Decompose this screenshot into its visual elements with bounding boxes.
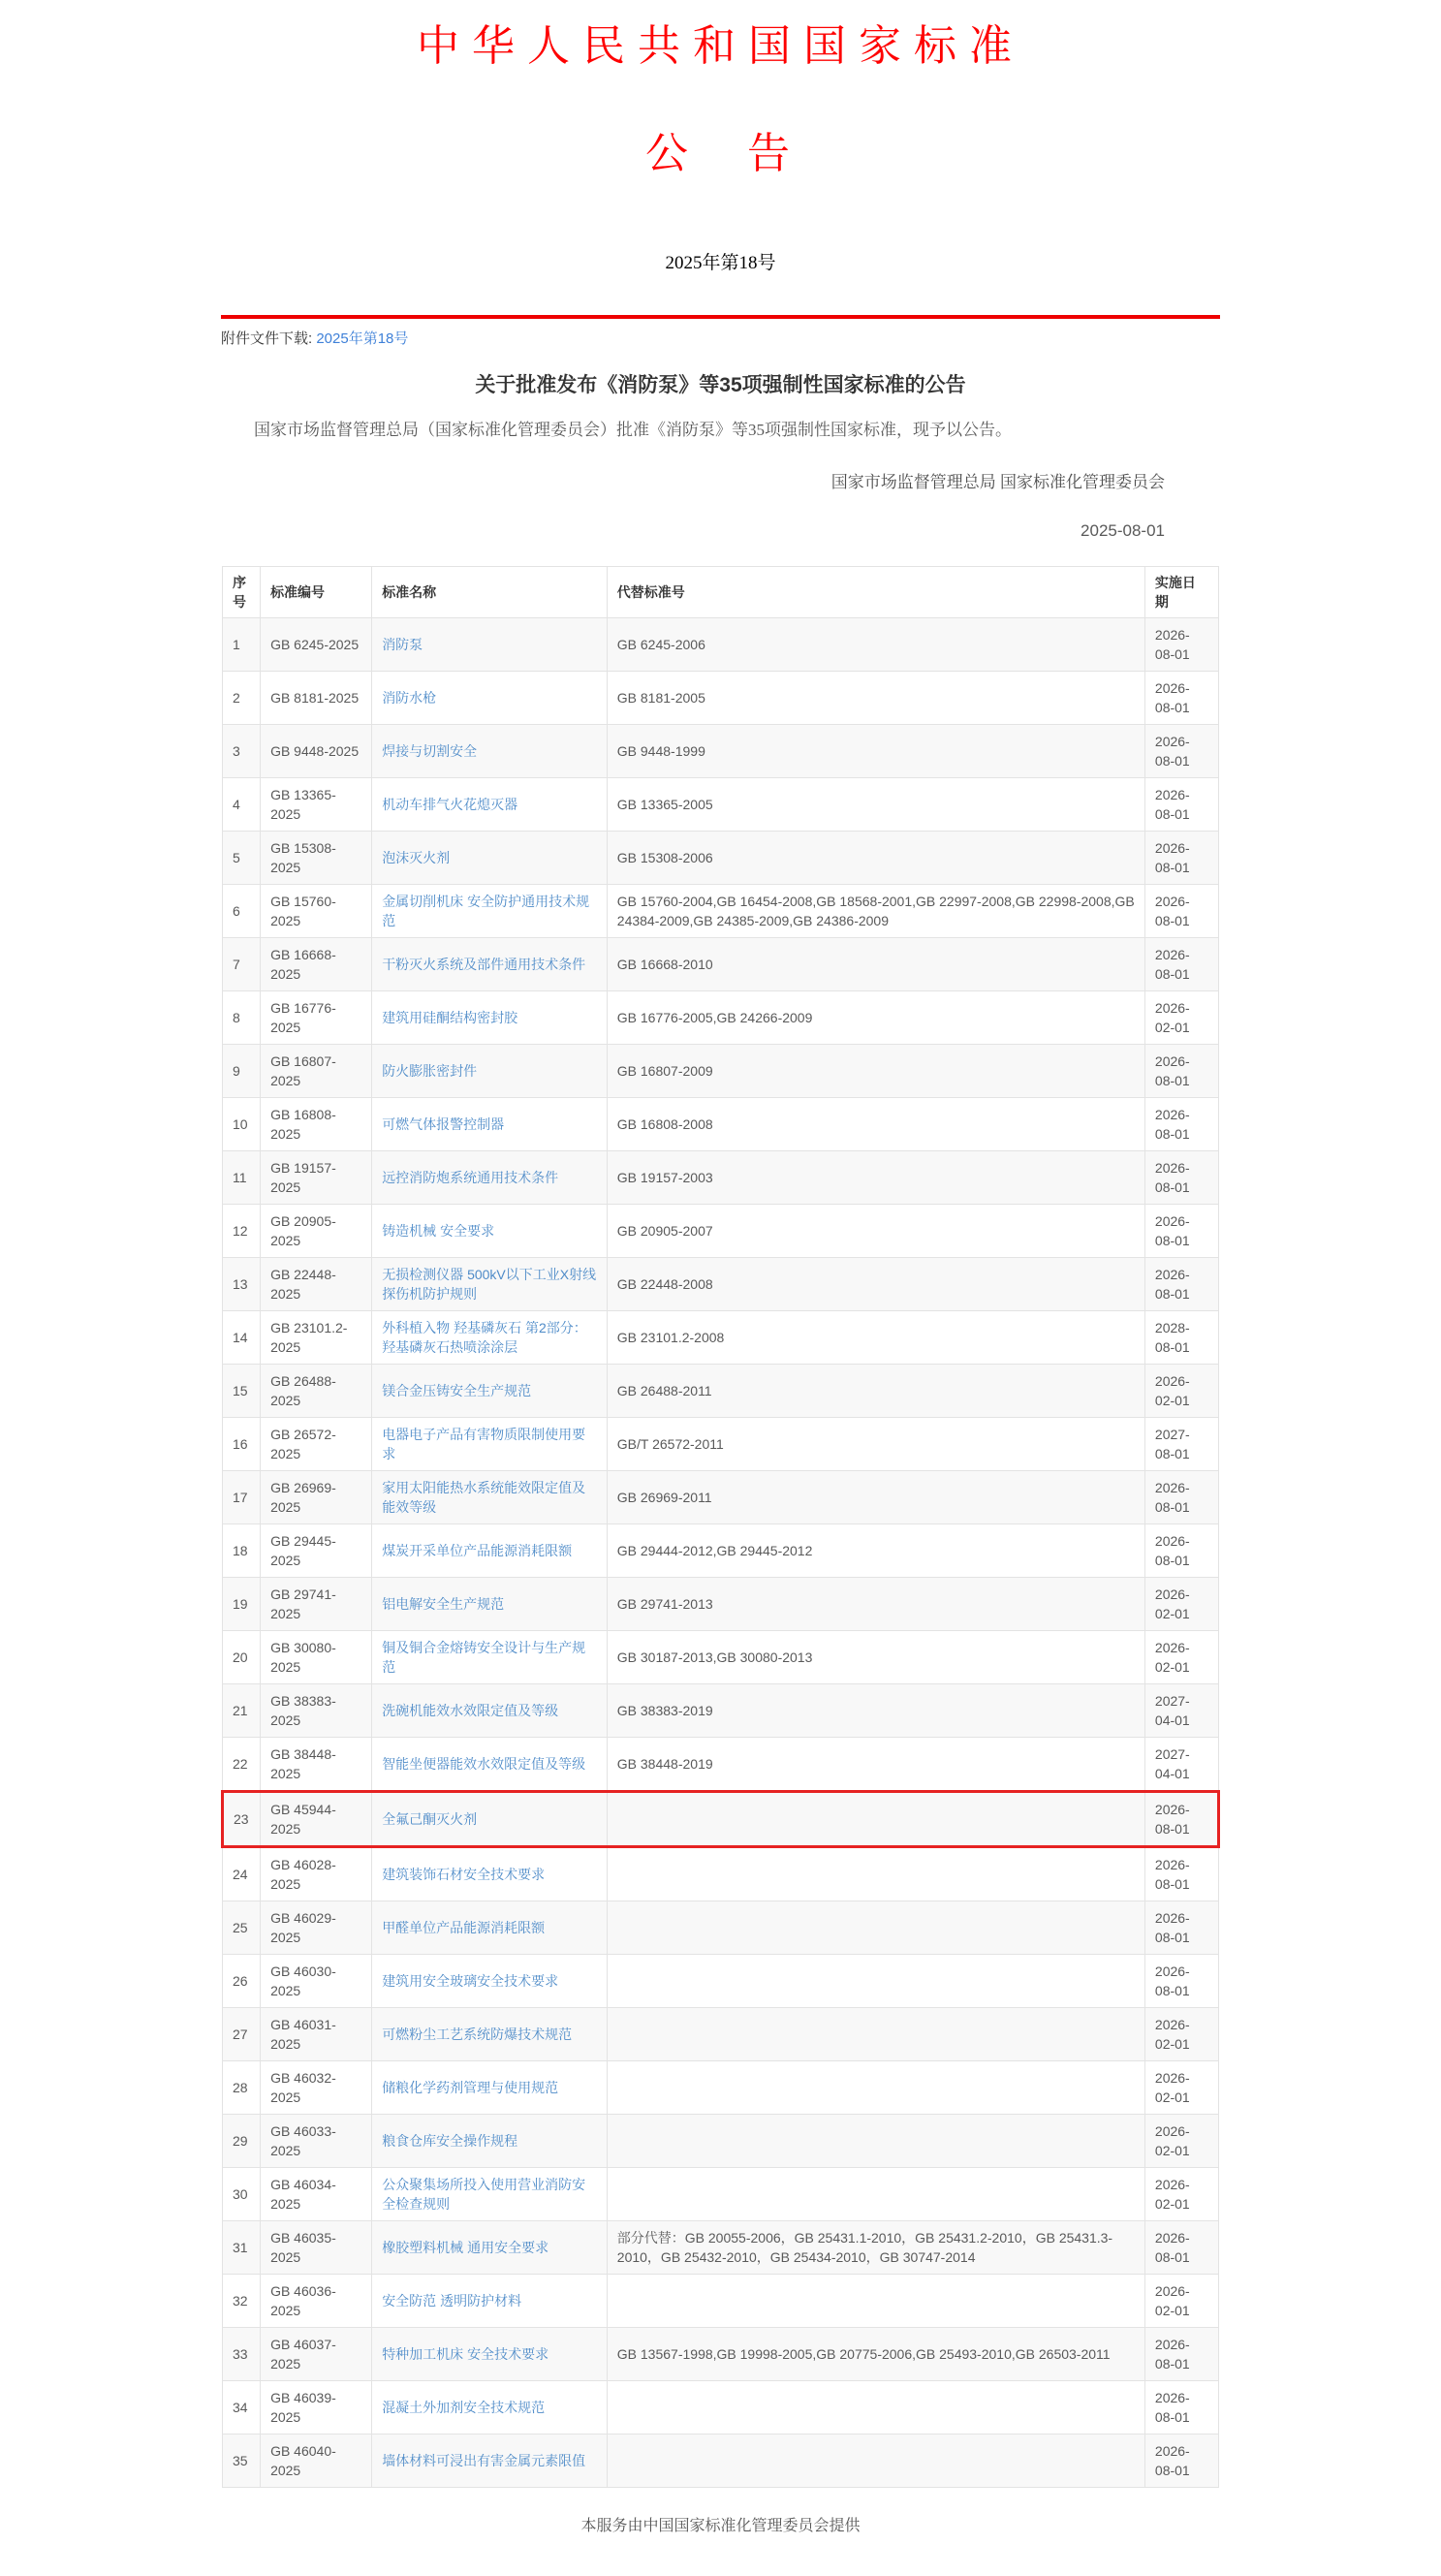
cell-replaced-codes [607,1846,1144,1901]
cell-standard-code: GB 46029-2025 [261,1901,372,1954]
standard-name-link[interactable]: 金属切削机床 安全防护通用技术规范 [382,893,590,928]
cell-standard-code: GB 15760-2025 [261,884,372,937]
table-row [223,1470,1219,1524]
cell-standard-name [372,2167,608,2220]
table-row [223,1364,1219,1417]
standard-name-link[interactable]: 远控消防炮系统通用技术条件 [382,1169,559,1185]
cell-standard-code: GB 46040-2025 [261,2434,372,2487]
standard-name-link[interactable]: 干粉灭火系统及部件通用技术条件 [382,956,586,972]
standard-name-link[interactable]: 甲醛单位产品能源消耗限额 [382,1919,546,1935]
table-row [223,831,1219,884]
cell-seq: 25 [223,1901,261,1954]
cell-seq: 32 [223,2274,261,2327]
standard-name-link[interactable]: 全氟己酮灭火剂 [382,1810,478,1827]
cell-standard-name [372,724,608,777]
cell-standard-code: GB 26572-2025 [261,1417,372,1470]
cell-standard-name [372,2007,608,2060]
cell-replaced-codes [607,2167,1144,2220]
cell-seq: 22 [223,1737,261,1791]
cell-replaced-codes: GB 13365-2005 [607,777,1144,831]
standard-name-link[interactable]: 建筑装饰石材安全技术要求 [382,1866,546,1882]
cell-replaced-codes [607,2114,1144,2167]
cell-standard-code: GB 46032-2025 [261,2060,372,2114]
cell-replaced-codes: GB 16668-2010 [607,937,1144,990]
cell-implementation-date: 2026-08-01 [1144,2380,1218,2434]
standard-name-link[interactable]: 煤炭开采单位产品能源消耗限额 [382,1542,573,1558]
cell-implementation-date: 2026-08-01 [1144,2220,1218,2274]
cell-implementation-date: 2026-02-01 [1144,990,1218,1044]
table-header-row [223,566,1219,617]
standards-table [221,566,1220,2488]
table-row [223,1310,1219,1364]
attachment-label: 附件文件下载: [221,330,313,347]
cell-standard-code: GB 38383-2025 [261,1683,372,1737]
cell-seq: 16 [223,1417,261,1470]
cell-replaced-codes: GB/T 26572-2011 [607,1417,1144,1470]
cell-replaced-codes [607,2060,1144,2114]
cell-standard-name [372,990,608,1044]
standard-name-link[interactable]: 建筑用硅酮结构密封胶 [382,1009,518,1025]
cell-implementation-date: 2026-08-01 [1144,2434,1218,2487]
cell-replaced-codes: 部分代替：GB 20055-2006，GB 25431.1-2010，GB 25431.2-2010，GB 25431.3-2010，GB 25432-2010，GB 25434-2010，GB 30747-2014 [607,2220,1144,2274]
cell-implementation-date: 2026-02-01 [1144,2167,1218,2220]
page-title: 中华人民共和国国家标准 [417,22,1024,70]
cell-implementation-date: 2026-08-01 [1144,1044,1218,1097]
cell-implementation-date: 2026-02-01 [1144,1364,1218,1417]
cell-seq: 19 [223,1577,261,1630]
cell-implementation-date: 2026-08-01 [1144,1901,1218,1954]
page-footer: 本服务由中国国家标准化管理委员会提供 [580,2517,861,2534]
table-row [223,1257,1219,1310]
cell-standard-name [372,2380,608,2434]
cell-standard-code: GB 46035-2025 [261,2220,372,2274]
cell-implementation-date: 2026-02-01 [1144,2060,1218,2114]
col-header-seq: 序号 [223,566,261,617]
cell-implementation-date: 2026-02-01 [1144,1577,1218,1630]
cell-replaced-codes: GB 29741-2013 [607,1577,1144,1630]
table-row [223,1901,1219,1954]
cell-seq: 14 [223,1310,261,1364]
cell-implementation-date: 2026-08-01 [1144,1204,1218,1257]
cell-replaced-codes: GB 8181-2005 [607,671,1144,724]
page-subtitle: 公 告 [645,129,796,177]
table-row [223,2327,1219,2380]
announcement-heading: 关于批准发布《消防泵》等35项强制性国家标准的公告 [475,373,966,396]
col-header-name: 标准名称 [372,566,608,617]
cell-standard-name [372,1097,608,1150]
cell-standard-name [372,671,608,724]
issuer-signature: 国家市场监督管理总局 国家标准化管理委员会 [830,472,1165,491]
cell-standard-code: GB 29445-2025 [261,1524,372,1577]
cell-replaced-codes: GB 26969-2011 [607,1470,1144,1524]
table-row [223,617,1219,671]
standard-name-link[interactable]: 外科植入物 羟基磷灰石 第2部分：羟基磷灰石热喷涂涂层 [382,1319,587,1355]
cell-standard-code: GB 9448-2025 [261,724,372,777]
cell-seq: 5 [223,831,261,884]
table-row [223,2380,1219,2434]
standard-name-link[interactable]: 消防泵 [382,636,423,652]
cell-seq: 2 [223,671,261,724]
cell-implementation-date: 2026-08-01 [1144,1470,1218,1524]
cell-implementation-date: 2026-08-01 [1144,2327,1218,2380]
table-row [223,777,1219,831]
cell-standard-name [372,1310,608,1364]
table-row [223,1044,1219,1097]
cell-seq: 29 [223,2114,261,2167]
table-row [223,884,1219,937]
standard-name-link[interactable]: 泡沫灭火剂 [382,849,451,865]
standard-name-link[interactable]: 安全防范 透明防护材料 [382,2292,522,2309]
standard-name-link[interactable]: 可燃气体报警控制器 [382,1115,505,1132]
cell-standard-code: GB 46028-2025 [261,1846,372,1901]
cell-standard-name [372,1044,608,1097]
cell-replaced-codes [607,2007,1144,2060]
cell-replaced-codes [607,1954,1144,2007]
cell-replaced-codes [607,1901,1144,1954]
cell-implementation-date: 2026-02-01 [1144,2007,1218,2060]
cell-replaced-codes: GB 15760-2004,GB 16454-2008,GB 18568-2001,GB 22997-2008,GB 22998-2008,GB 24384-2009,GB 24385-2009,GB 24386-2009 [607,884,1144,937]
table-row [223,2167,1219,2220]
standard-name-link[interactable]: 橡胶塑料机械 通用安全要求 [382,2239,549,2255]
standard-name-link[interactable]: 可燃粉尘工艺系统防爆技术规范 [382,2026,573,2042]
cell-replaced-codes: GB 26488-2011 [607,1364,1144,1417]
cell-replaced-codes: GB 20905-2007 [607,1204,1144,1257]
cell-standard-code: GB 13365-2025 [261,777,372,831]
cell-implementation-date: 2026-08-01 [1144,884,1218,937]
cell-implementation-date: 2026-08-01 [1144,724,1218,777]
attachment-link[interactable]: 2025年第18号 [316,330,409,347]
cell-implementation-date: 2026-08-01 [1144,777,1218,831]
cell-standard-name [372,2060,608,2114]
cell-implementation-date: 2026-08-01 [1144,1097,1218,1150]
cell-replaced-codes: GB 19157-2003 [607,1150,1144,1204]
cell-standard-code: GB 16808-2025 [261,1097,372,1150]
cell-standard-name [372,1470,608,1524]
cell-standard-name [372,937,608,990]
standard-name-link[interactable]: 铝电解安全生产规范 [382,1595,505,1612]
standard-name-link[interactable]: 混凝土外加剂安全技术规范 [382,2399,546,2415]
cell-standard-name [372,1846,608,1901]
cell-standard-code: GB 46030-2025 [261,1954,372,2007]
table-row [223,1577,1219,1630]
cell-standard-name [372,1150,608,1204]
cell-seq: 15 [223,1364,261,1417]
cell-seq: 24 [223,1846,261,1901]
cell-standard-code: GB 46031-2025 [261,2007,372,2060]
table-row [223,1846,1219,1901]
cell-implementation-date: 2026-08-01 [1144,617,1218,671]
cell-replaced-codes: GB 30187-2013,GB 30080-2013 [607,1630,1144,1683]
issue-number: 2025年第18号 [665,252,776,273]
cell-replaced-codes: GB 13567-1998,GB 19998-2005,GB 20775-2006,GB 25493-2010,GB 26503-2011 [607,2327,1144,2380]
cell-seq: 30 [223,2167,261,2220]
cell-standard-code: GB 46033-2025 [261,2114,372,2167]
cell-standard-code: GB 29741-2025 [261,1577,372,1630]
standard-name-link[interactable]: 防火膨胀密封件 [382,1062,478,1079]
cell-standard-name [372,1524,608,1577]
table-row [223,2434,1219,2487]
cell-implementation-date: 2026-08-01 [1144,1524,1218,1577]
cell-standard-name [372,2114,608,2167]
cell-implementation-date: 2026-08-01 [1144,1846,1218,1901]
red-divider [221,315,1220,319]
cell-replaced-codes: GB 38448-2019 [607,1737,1144,1791]
cell-seq: 3 [223,724,261,777]
cell-standard-code: GB 22448-2025 [261,1257,372,1310]
cell-implementation-date: 2026-08-01 [1144,937,1218,990]
standard-name-link[interactable]: 建筑用安全玻璃安全技术要求 [382,1972,559,1989]
cell-replaced-codes [607,2380,1144,2434]
cell-standard-name [372,1737,608,1791]
cell-seq: 1 [223,617,261,671]
table-row [223,671,1219,724]
cell-seq: 33 [223,2327,261,2380]
standard-name-link[interactable]: 铜及铜合金熔铸安全设计与生产规范 [382,1639,586,1675]
cell-standard-code: GB 19157-2025 [261,1150,372,1204]
table-row [223,1417,1219,1470]
standard-name-link[interactable]: 智能坐便器能效水效限定值及等级 [382,1755,586,1772]
cell-standard-code: GB 46034-2025 [261,2167,372,2220]
cell-standard-name [372,777,608,831]
col-header-code: 标准编号 [261,566,372,617]
cell-standard-code: GB 30080-2025 [261,1630,372,1683]
table-row [223,990,1219,1044]
standard-name-link[interactable]: 储粮化学药剂管理与使用规范 [382,2079,559,2095]
cell-seq: 17 [223,1470,261,1524]
cell-implementation-date: 2027-08-01 [1144,1417,1218,1470]
standard-name-link[interactable]: 焊接与切割安全 [382,742,478,759]
cell-standard-name [372,1683,608,1737]
cell-standard-code: GB 45944-2025 [261,1791,372,1846]
table-row [223,1630,1219,1683]
cell-seq: 28 [223,2060,261,2114]
table-row [223,2114,1219,2167]
table-row [223,2007,1219,2060]
cell-standard-code: GB 46039-2025 [261,2380,372,2434]
announcement-date: 2025-08-01 [1081,520,1165,540]
cell-implementation-date: 2028-08-01 [1144,1310,1218,1364]
cell-replaced-codes [607,1791,1144,1846]
table-row [223,937,1219,990]
cell-replaced-codes: GB 38383-2019 [607,1683,1144,1737]
cell-implementation-date: 2026-08-01 [1144,831,1218,884]
cell-replaced-codes: GB 23101.2-2008 [607,1310,1144,1364]
cell-implementation-date: 2026-02-01 [1144,2114,1218,2167]
announcement-body: 国家市场监督管理总局（国家标准化管理委员会）批准《消防泵》等35项强制性国家标准，现予以公告。 [254,420,1012,439]
table-row [223,1097,1219,1150]
cell-seq: 18 [223,1524,261,1577]
standard-name-link[interactable]: 家用太阳能热水系统能效限定值及能效等级 [382,1479,586,1515]
cell-standard-name [372,831,608,884]
cell-seq: 4 [223,777,261,831]
col-header-replaces: 代替标准号 [607,566,1144,617]
cell-implementation-date: 2026-08-01 [1144,1257,1218,1310]
standard-name-link[interactable]: 电器电子产品有害物质限制使用要求 [382,1426,586,1461]
cell-implementation-date: 2026-08-01 [1144,1954,1218,2007]
cell-replaced-codes: GB 22448-2008 [607,1257,1144,1310]
cell-standard-name [372,2220,608,2274]
cell-standard-code: GB 46037-2025 [261,2327,372,2380]
cell-replaced-codes [607,2434,1144,2487]
cell-seq: 13 [223,1257,261,1310]
cell-standard-code: GB 38448-2025 [261,1737,372,1791]
cell-seq: 26 [223,1954,261,2007]
standard-name-link[interactable]: 机动车排气火花熄灭器 [382,796,518,812]
cell-standard-name [372,1577,608,1630]
cell-standard-name [372,1257,608,1310]
cell-implementation-date: 2026-08-01 [1144,1791,1218,1846]
standard-name-link[interactable]: 洗碗机能效水效限定值及等级 [382,1702,559,1718]
cell-replaced-codes: GB 15308-2006 [607,831,1144,884]
cell-standard-name [372,617,608,671]
cell-standard-name [372,2274,608,2327]
cell-standard-code: GB 26969-2025 [261,1470,372,1524]
table-row [223,2220,1219,2274]
cell-replaced-codes: GB 6245-2006 [607,617,1144,671]
cell-seq: 12 [223,1204,261,1257]
table-row [223,1791,1219,1846]
cell-standard-code: GB 46036-2025 [261,2274,372,2327]
table-row [223,1524,1219,1577]
cell-standard-code: GB 16668-2025 [261,937,372,990]
cell-replaced-codes: GB 16776-2005,GB 24266-2009 [607,990,1144,1044]
announcement-page [221,0,1220,2535]
table-row [223,1954,1219,2007]
cell-standard-code: GB 16776-2025 [261,990,372,1044]
table-row [223,1150,1219,1204]
standard-name-link[interactable]: 特种加工机床 安全技术要求 [382,2345,549,2362]
cell-standard-code: GB 15308-2025 [261,831,372,884]
cell-standard-code: GB 8181-2025 [261,671,372,724]
table-row [223,1204,1219,1257]
cell-standard-name [372,1954,608,2007]
attachment-row [221,328,1220,348]
cell-implementation-date: 2026-02-01 [1144,2274,1218,2327]
cell-seq: 11 [223,1150,261,1204]
cell-implementation-date: 2026-08-01 [1144,671,1218,724]
cell-replaced-codes: GB 16808-2008 [607,1097,1144,1150]
standard-name-link[interactable]: 镁合金压铸安全生产规范 [382,1382,532,1398]
col-header-date: 实施日期 [1144,566,1218,617]
standard-name-link[interactable]: 公众聚集场所投入使用营业消防安全检查规则 [382,2176,586,2212]
cell-standard-name [372,884,608,937]
cell-seq: 9 [223,1044,261,1097]
cell-seq: 6 [223,884,261,937]
table-row [223,1683,1219,1737]
cell-seq: 35 [223,2434,261,2487]
standard-name-link[interactable]: 粮食仓库安全操作规程 [382,2132,518,2149]
cell-standard-code: GB 20905-2025 [261,1204,372,1257]
cell-replaced-codes [607,2274,1144,2327]
cell-replaced-codes: GB 29444-2012,GB 29445-2012 [607,1524,1144,1577]
cell-seq: 8 [223,990,261,1044]
cell-standard-code: GB 16807-2025 [261,1044,372,1097]
standard-name-link[interactable]: 消防水枪 [382,689,437,706]
cell-standard-name [372,1364,608,1417]
table-row [223,1737,1219,1791]
cell-seq: 31 [223,2220,261,2274]
cell-seq: 34 [223,2380,261,2434]
cell-seq: 20 [223,1630,261,1683]
cell-seq: 23 [223,1791,261,1846]
cell-standard-name [372,1791,608,1846]
standard-name-link[interactable]: 无损检测仪器 500kV以下工业X射线探伤机防护规则 [382,1266,597,1302]
cell-standard-name [372,2434,608,2487]
cell-seq: 27 [223,2007,261,2060]
cell-standard-name [372,1204,608,1257]
cell-standard-code: GB 23101.2-2025 [261,1310,372,1364]
cell-standard-name [372,2327,608,2380]
cell-implementation-date: 2027-04-01 [1144,1683,1218,1737]
cell-standard-name [372,1417,608,1470]
standard-name-link[interactable]: 铸造机械 安全要求 [382,1222,495,1239]
cell-seq: 21 [223,1683,261,1737]
cell-seq: 7 [223,937,261,990]
cell-implementation-date: 2026-08-01 [1144,1150,1218,1204]
table-row [223,2060,1219,2114]
cell-replaced-codes: GB 9448-1999 [607,724,1144,777]
cell-standard-code: GB 6245-2025 [261,617,372,671]
table-row [223,724,1219,777]
cell-implementation-date: 2027-04-01 [1144,1737,1218,1791]
cell-replaced-codes: GB 16807-2009 [607,1044,1144,1097]
cell-standard-code: GB 26488-2025 [261,1364,372,1417]
cell-seq: 10 [223,1097,261,1150]
cell-standard-name [372,1901,608,1954]
standards-table-body [223,617,1219,2487]
standard-name-link[interactable]: 墙体材料可浸出有害金属元素限值 [382,2452,586,2468]
cell-standard-name [372,1630,608,1683]
table-row [223,2274,1219,2327]
cell-implementation-date: 2026-02-01 [1144,1630,1218,1683]
